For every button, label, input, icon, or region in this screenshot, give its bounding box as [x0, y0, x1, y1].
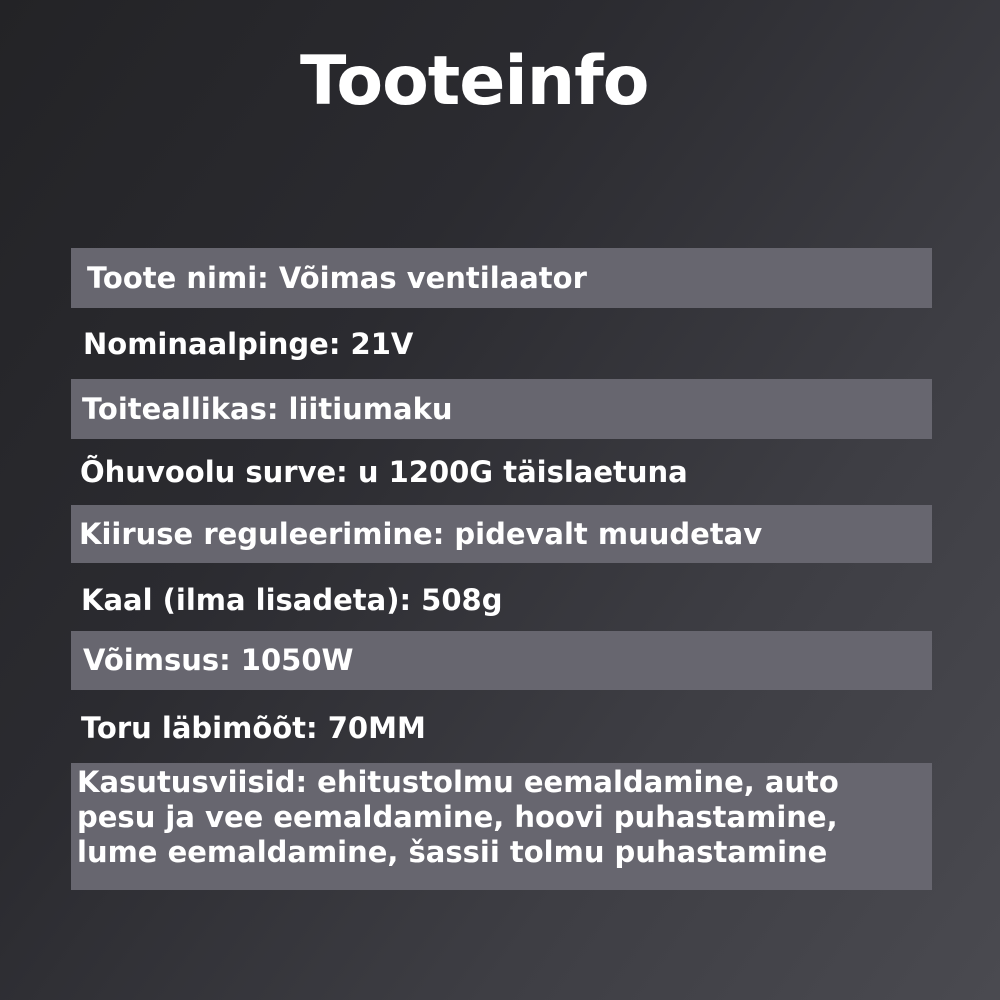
spec-power: Võimsus: 1050W	[71, 631, 932, 690]
spec-airflow-pressure: Õhuvoolu surve: u 1200G täislaetuna	[80, 454, 688, 489]
spec-product-name: Toote nimi: Võimas ventilaator	[71, 248, 932, 308]
page-title: Tooteinfo	[300, 42, 649, 121]
spec-weight: Kaal (ilma lisadeta): 508g	[81, 582, 503, 617]
spec-power-source: Toiteallikas: liitiumaku	[71, 379, 932, 439]
spec-usage: Kasutusviisid: ehitustolmu eemaldamine, auto pesu ja vee eemaldamine, hoovi puhastamine, lume eemaldamine, šassii tolmu puhastamine	[71, 763, 932, 890]
spec-tube-diameter: Toru läbimõõt: 70MM	[81, 710, 426, 745]
spec-speed-control: Kiiruse reguleerimine: pidevalt muudetav	[71, 505, 932, 563]
spec-rated-voltage: Nominaalpinge: 21V	[83, 326, 414, 361]
